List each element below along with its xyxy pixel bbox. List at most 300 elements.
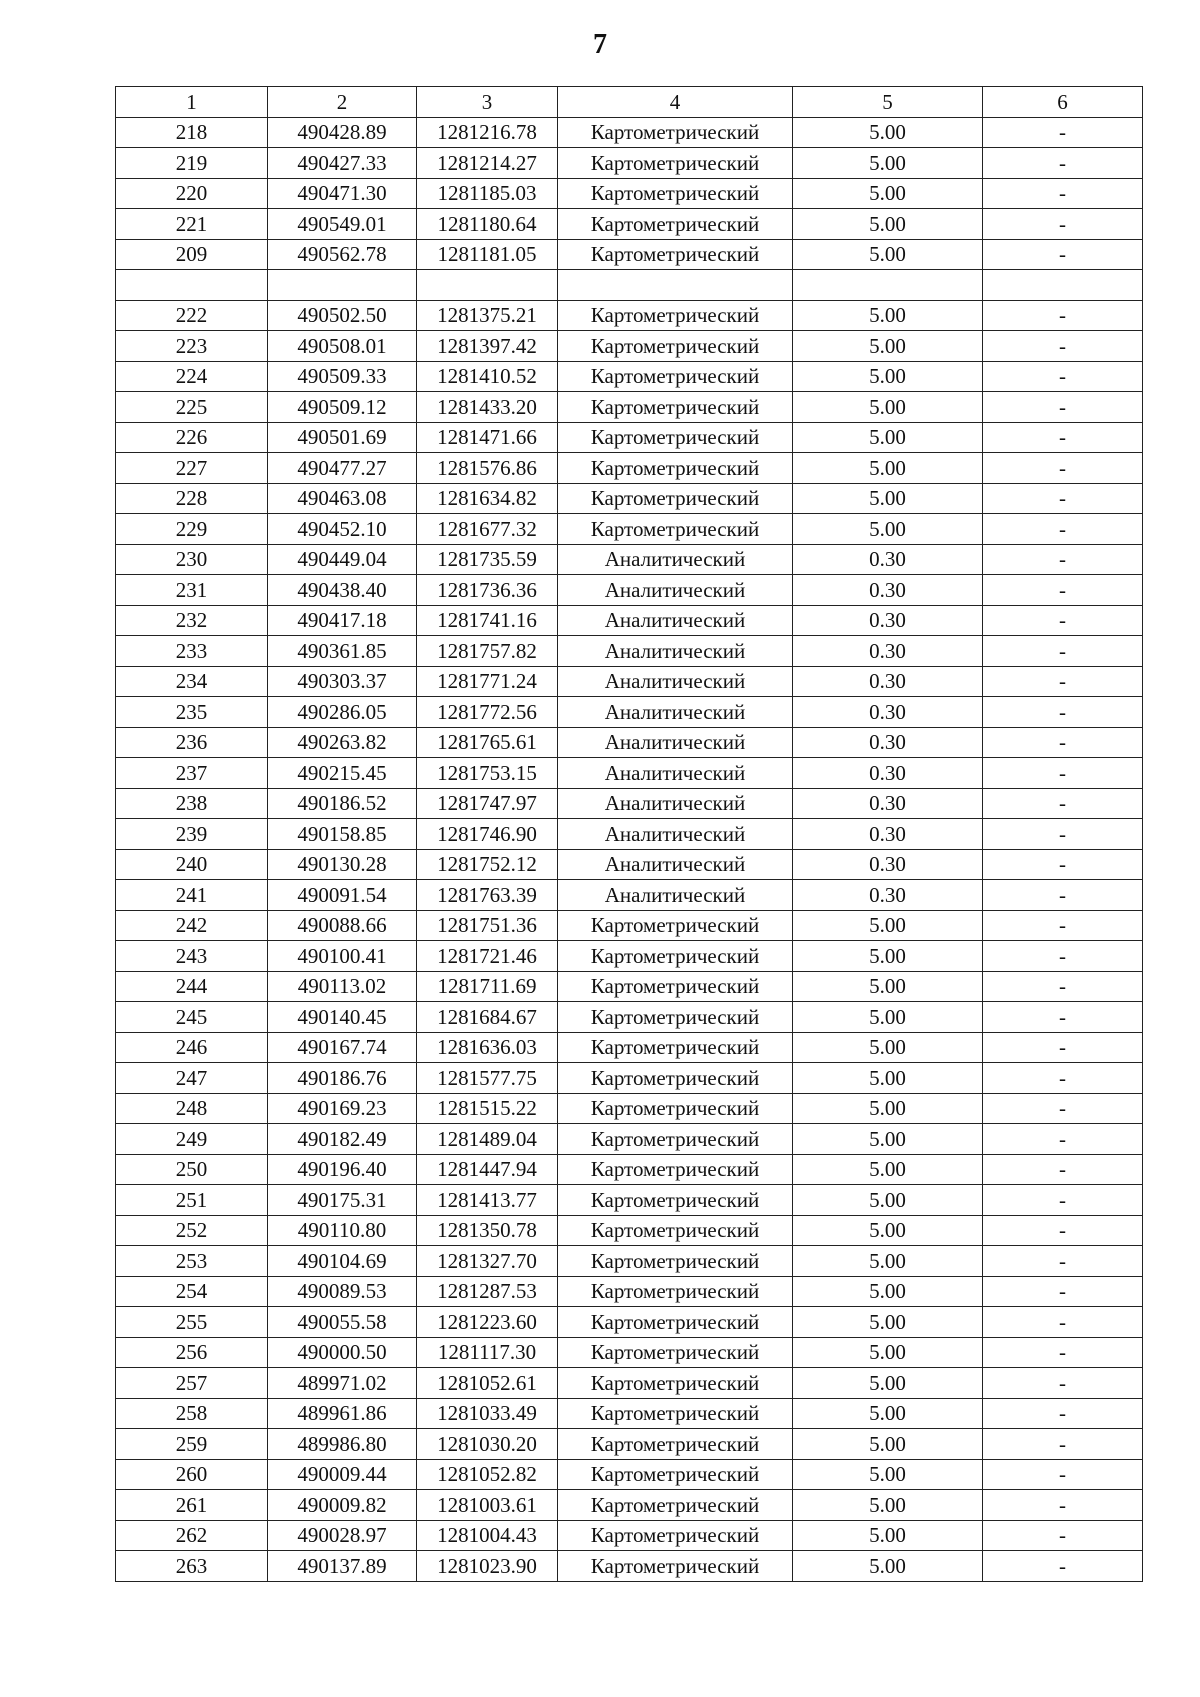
- table-row: [116, 1002, 1143, 1033]
- accuracy-cell: 0.30: [793, 575, 983, 606]
- page-number: 7: [593, 29, 607, 60]
- accuracy-cell: 5.00: [793, 1124, 983, 1155]
- table-row: [116, 1398, 1143, 1429]
- column-header-1: 1: [116, 87, 268, 118]
- y-coordinate-cell: 1281216.78: [417, 117, 558, 148]
- note-cell: -: [983, 1276, 1143, 1307]
- y-coordinate-cell: 1281287.53: [417, 1276, 558, 1307]
- x-coordinate-cell: 490186.52: [268, 788, 417, 819]
- accuracy-cell: 5.00: [793, 514, 983, 545]
- method-cell: Картометрический: [558, 1307, 793, 1338]
- table-row: [116, 1093, 1143, 1124]
- point-number-cell: 218: [116, 117, 268, 148]
- table-row: [116, 239, 1143, 270]
- x-coordinate-cell: 490158.85: [268, 819, 417, 850]
- table-body: [116, 117, 1143, 1581]
- point-number-cell: 228: [116, 483, 268, 514]
- accuracy-cell: 5.00: [793, 392, 983, 423]
- x-coordinate-cell: 490100.41: [268, 941, 417, 972]
- table-row: [116, 178, 1143, 209]
- point-number-cell: 251: [116, 1185, 268, 1216]
- method-cell: Аналитический: [558, 788, 793, 819]
- note-cell: -: [983, 1551, 1143, 1582]
- y-coordinate-cell: 1281515.22: [417, 1093, 558, 1124]
- method-cell: Картометрический: [558, 1551, 793, 1582]
- method-cell: Картометрический: [558, 1185, 793, 1216]
- method-cell: Картометрический: [558, 1063, 793, 1094]
- method-cell: Картометрический: [558, 1368, 793, 1399]
- point-number-cell: 249: [116, 1124, 268, 1155]
- point-number-cell: 245: [116, 1002, 268, 1033]
- x-coordinate-cell: 490501.69: [268, 422, 417, 453]
- point-number-cell: 257: [116, 1368, 268, 1399]
- x-coordinate-cell: [268, 270, 417, 301]
- accuracy-cell: 5.00: [793, 331, 983, 362]
- accuracy-cell: 0.30: [793, 666, 983, 697]
- note-cell: -: [983, 727, 1143, 758]
- point-number-cell: 237: [116, 758, 268, 789]
- point-number-cell: 233: [116, 636, 268, 667]
- method-cell: Картометрический: [558, 361, 793, 392]
- method-cell: Аналитический: [558, 605, 793, 636]
- y-coordinate-cell: 1281772.56: [417, 697, 558, 728]
- method-cell: Картометрический: [558, 941, 793, 972]
- method-cell: Картометрический: [558, 1398, 793, 1429]
- method-cell: Картометрический: [558, 1337, 793, 1368]
- accuracy-cell: 5.00: [793, 1093, 983, 1124]
- point-number-cell: 263: [116, 1551, 268, 1582]
- accuracy-cell: 0.30: [793, 849, 983, 880]
- y-coordinate-cell: 1281753.15: [417, 758, 558, 789]
- table-header: [116, 87, 1143, 118]
- x-coordinate-cell: 489986.80: [268, 1429, 417, 1460]
- table-row: [116, 941, 1143, 972]
- y-coordinate-cell: 1281684.67: [417, 1002, 558, 1033]
- note-cell: [983, 270, 1143, 301]
- table-row: [116, 819, 1143, 850]
- table-row: [116, 209, 1143, 240]
- method-cell: Картометрический: [558, 239, 793, 270]
- x-coordinate-cell: 490009.44: [268, 1459, 417, 1490]
- column-header-4: 4: [558, 87, 793, 118]
- accuracy-cell: 0.30: [793, 788, 983, 819]
- x-coordinate-cell: 490286.05: [268, 697, 417, 728]
- table-row: [116, 1490, 1143, 1521]
- x-coordinate-cell: 490509.33: [268, 361, 417, 392]
- method-cell: Аналитический: [558, 819, 793, 850]
- y-coordinate-cell: 1281735.59: [417, 544, 558, 575]
- y-coordinate-cell: 1281375.21: [417, 300, 558, 331]
- method-cell: Картометрический: [558, 910, 793, 941]
- accuracy-cell: 5.00: [793, 117, 983, 148]
- y-coordinate-cell: 1281721.46: [417, 941, 558, 972]
- method-cell: Картометрический: [558, 1124, 793, 1155]
- y-coordinate-cell: 1281117.30: [417, 1337, 558, 1368]
- note-cell: -: [983, 544, 1143, 575]
- table-row: [116, 1337, 1143, 1368]
- accuracy-cell: 0.30: [793, 819, 983, 850]
- table-row: [116, 605, 1143, 636]
- method-cell: Картометрический: [558, 514, 793, 545]
- point-number-cell: 222: [116, 300, 268, 331]
- table-row: [116, 1032, 1143, 1063]
- y-coordinate-cell: 1281223.60: [417, 1307, 558, 1338]
- column-header-5: 5: [793, 87, 983, 118]
- y-coordinate-cell: 1281033.49: [417, 1398, 558, 1429]
- table-row: [116, 1276, 1143, 1307]
- method-cell: Картометрический: [558, 453, 793, 484]
- note-cell: -: [983, 1215, 1143, 1246]
- x-coordinate-cell: 490009.82: [268, 1490, 417, 1521]
- accuracy-cell: 5.00: [793, 422, 983, 453]
- x-coordinate-cell: 490196.40: [268, 1154, 417, 1185]
- note-cell: -: [983, 819, 1143, 850]
- note-cell: -: [983, 1429, 1143, 1460]
- accuracy-cell: 5.00: [793, 941, 983, 972]
- table-row: [116, 1154, 1143, 1185]
- y-coordinate-cell: 1281771.24: [417, 666, 558, 697]
- point-number-cell: 224: [116, 361, 268, 392]
- table-row: [116, 1063, 1143, 1094]
- table-row: [116, 331, 1143, 362]
- accuracy-cell: 5.00: [793, 1185, 983, 1216]
- x-coordinate-cell: 490167.74: [268, 1032, 417, 1063]
- y-coordinate-cell: 1281747.97: [417, 788, 558, 819]
- point-number-cell: 219: [116, 148, 268, 179]
- point-number-cell: 236: [116, 727, 268, 758]
- x-coordinate-cell: 489961.86: [268, 1398, 417, 1429]
- method-cell: Картометрический: [558, 1154, 793, 1185]
- point-number-cell: 231: [116, 575, 268, 606]
- accuracy-cell: 5.00: [793, 1429, 983, 1460]
- y-coordinate-cell: 1281765.61: [417, 727, 558, 758]
- method-cell: Картометрический: [558, 1429, 793, 1460]
- table-row: [116, 422, 1143, 453]
- method-cell: Картометрический: [558, 392, 793, 423]
- point-number-cell: 232: [116, 605, 268, 636]
- table-row: [116, 148, 1143, 179]
- note-cell: -: [983, 331, 1143, 362]
- note-cell: -: [983, 453, 1143, 484]
- accuracy-cell: 5.00: [793, 148, 983, 179]
- y-coordinate-cell: 1281181.05: [417, 239, 558, 270]
- accuracy-cell: 0.30: [793, 880, 983, 911]
- y-coordinate-cell: 1281003.61: [417, 1490, 558, 1521]
- y-coordinate-cell: 1281741.16: [417, 605, 558, 636]
- method-cell: Картометрический: [558, 422, 793, 453]
- accuracy-cell: 5.00: [793, 1398, 983, 1429]
- y-coordinate-cell: 1281757.82: [417, 636, 558, 667]
- note-cell: -: [983, 758, 1143, 789]
- point-number-cell: 221: [116, 209, 268, 240]
- accuracy-cell: 5.00: [793, 1337, 983, 1368]
- column-header-6: 6: [983, 87, 1143, 118]
- accuracy-cell: 5.00: [793, 453, 983, 484]
- method-cell: Аналитический: [558, 697, 793, 728]
- accuracy-cell: 0.30: [793, 605, 983, 636]
- y-coordinate-cell: 1281447.94: [417, 1154, 558, 1185]
- note-cell: -: [983, 178, 1143, 209]
- accuracy-cell: 5.00: [793, 361, 983, 392]
- x-coordinate-cell: 490113.02: [268, 971, 417, 1002]
- accuracy-cell: 5.00: [793, 1063, 983, 1094]
- x-coordinate-cell: 490477.27: [268, 453, 417, 484]
- accuracy-cell: 5.00: [793, 1032, 983, 1063]
- table-row: [116, 880, 1143, 911]
- x-coordinate-cell: 490091.54: [268, 880, 417, 911]
- method-cell: Картометрический: [558, 331, 793, 362]
- y-coordinate-cell: 1281471.66: [417, 422, 558, 453]
- note-cell: -: [983, 300, 1143, 331]
- accuracy-cell: 5.00: [793, 1154, 983, 1185]
- table-row: [116, 392, 1143, 423]
- note-cell: -: [983, 1398, 1143, 1429]
- accuracy-cell: 0.30: [793, 544, 983, 575]
- method-cell: Аналитический: [558, 880, 793, 911]
- y-coordinate-cell: 1281489.04: [417, 1124, 558, 1155]
- y-coordinate-cell: 1281185.03: [417, 178, 558, 209]
- method-cell: Картометрический: [558, 117, 793, 148]
- column-header-3: 3: [417, 87, 558, 118]
- accuracy-cell: 5.00: [793, 1459, 983, 1490]
- y-coordinate-cell: 1281751.36: [417, 910, 558, 941]
- accuracy-cell: 0.30: [793, 727, 983, 758]
- accuracy-cell: 5.00: [793, 239, 983, 270]
- table-row: [116, 1185, 1143, 1216]
- table-row: [116, 483, 1143, 514]
- point-number-cell: 248: [116, 1093, 268, 1124]
- x-coordinate-cell: 490215.45: [268, 758, 417, 789]
- accuracy-cell: 5.00: [793, 209, 983, 240]
- table-row: [116, 300, 1143, 331]
- note-cell: -: [983, 971, 1143, 1002]
- y-coordinate-cell: 1281030.20: [417, 1429, 558, 1460]
- point-number-cell: [116, 270, 268, 301]
- coordinates-table: [115, 86, 1143, 1582]
- note-cell: -: [983, 941, 1143, 972]
- accuracy-cell: 5.00: [793, 910, 983, 941]
- y-coordinate-cell: 1281327.70: [417, 1246, 558, 1277]
- table-row: [116, 1368, 1143, 1399]
- x-coordinate-cell: 489971.02: [268, 1368, 417, 1399]
- point-number-cell: 230: [116, 544, 268, 575]
- method-cell: Картометрический: [558, 148, 793, 179]
- note-cell: -: [983, 1002, 1143, 1033]
- table-row: [116, 910, 1143, 941]
- note-cell: -: [983, 117, 1143, 148]
- table-row: [116, 758, 1143, 789]
- y-coordinate-cell: 1281180.64: [417, 209, 558, 240]
- accuracy-cell: 5.00: [793, 483, 983, 514]
- x-coordinate-cell: 490089.53: [268, 1276, 417, 1307]
- note-cell: -: [983, 1246, 1143, 1277]
- note-cell: -: [983, 1368, 1143, 1399]
- table-row: [116, 1215, 1143, 1246]
- header-row: [116, 87, 1143, 118]
- point-number-cell: 250: [116, 1154, 268, 1185]
- x-coordinate-cell: 490028.97: [268, 1520, 417, 1551]
- point-number-cell: 242: [116, 910, 268, 941]
- note-cell: -: [983, 1490, 1143, 1521]
- note-cell: -: [983, 514, 1143, 545]
- y-coordinate-cell: 1281410.52: [417, 361, 558, 392]
- table-row: [116, 1429, 1143, 1460]
- accuracy-cell: 5.00: [793, 1002, 983, 1033]
- point-number-cell: 252: [116, 1215, 268, 1246]
- table-row: [116, 971, 1143, 1002]
- table-row: [116, 575, 1143, 606]
- method-cell: [558, 270, 793, 301]
- x-coordinate-cell: 490186.76: [268, 1063, 417, 1094]
- note-cell: -: [983, 849, 1143, 880]
- method-cell: Картометрический: [558, 1246, 793, 1277]
- note-cell: -: [983, 239, 1143, 270]
- accuracy-cell: 5.00: [793, 1490, 983, 1521]
- x-coordinate-cell: 490452.10: [268, 514, 417, 545]
- point-number-cell: 247: [116, 1063, 268, 1094]
- note-cell: -: [983, 697, 1143, 728]
- x-coordinate-cell: 490055.58: [268, 1307, 417, 1338]
- method-cell: Аналитический: [558, 636, 793, 667]
- note-cell: -: [983, 1459, 1143, 1490]
- point-number-cell: 255: [116, 1307, 268, 1338]
- note-cell: -: [983, 636, 1143, 667]
- point-number-cell: 258: [116, 1398, 268, 1429]
- x-coordinate-cell: 490509.12: [268, 392, 417, 423]
- accuracy-cell: 5.00: [793, 1215, 983, 1246]
- y-coordinate-cell: 1281677.32: [417, 514, 558, 545]
- table-row: [116, 1246, 1143, 1277]
- method-cell: Аналитический: [558, 666, 793, 697]
- x-coordinate-cell: 490438.40: [268, 575, 417, 606]
- y-coordinate-cell: 1281752.12: [417, 849, 558, 880]
- method-cell: Картометрический: [558, 971, 793, 1002]
- method-cell: Аналитический: [558, 544, 793, 575]
- point-number-cell: 261: [116, 1490, 268, 1521]
- note-cell: -: [983, 880, 1143, 911]
- method-cell: Аналитический: [558, 758, 793, 789]
- note-cell: -: [983, 1185, 1143, 1216]
- table-row: [116, 727, 1143, 758]
- point-number-cell: 223: [116, 331, 268, 362]
- point-number-cell: 256: [116, 1337, 268, 1368]
- table-row: [116, 1520, 1143, 1551]
- y-coordinate-cell: 1281397.42: [417, 331, 558, 362]
- y-coordinate-cell: 1281711.69: [417, 971, 558, 1002]
- point-number-cell: 260: [116, 1459, 268, 1490]
- x-coordinate-cell: 490508.01: [268, 331, 417, 362]
- point-number-cell: 209: [116, 239, 268, 270]
- note-cell: -: [983, 422, 1143, 453]
- point-number-cell: 243: [116, 941, 268, 972]
- x-coordinate-cell: 490000.50: [268, 1337, 417, 1368]
- accuracy-cell: 5.00: [793, 1276, 983, 1307]
- y-coordinate-cell: 1281736.36: [417, 575, 558, 606]
- method-cell: Картометрический: [558, 1459, 793, 1490]
- y-coordinate-cell: 1281052.82: [417, 1459, 558, 1490]
- x-coordinate-cell: 490130.28: [268, 849, 417, 880]
- y-coordinate-cell: 1281023.90: [417, 1551, 558, 1582]
- point-number-cell: 241: [116, 880, 268, 911]
- note-cell: -: [983, 788, 1143, 819]
- accuracy-cell: 5.00: [793, 1307, 983, 1338]
- table-row: [116, 1459, 1143, 1490]
- x-coordinate-cell: 490182.49: [268, 1124, 417, 1155]
- note-cell: -: [983, 1124, 1143, 1155]
- note-cell: -: [983, 605, 1143, 636]
- point-number-cell: 220: [116, 178, 268, 209]
- note-cell: -: [983, 1520, 1143, 1551]
- method-cell: Картометрический: [558, 178, 793, 209]
- y-coordinate-cell: 1281636.03: [417, 1032, 558, 1063]
- accuracy-cell: 5.00: [793, 178, 983, 209]
- x-coordinate-cell: 490549.01: [268, 209, 417, 240]
- point-number-cell: 259: [116, 1429, 268, 1460]
- point-number-cell: 227: [116, 453, 268, 484]
- table-row: [116, 1551, 1143, 1582]
- point-number-cell: 244: [116, 971, 268, 1002]
- x-coordinate-cell: 490471.30: [268, 178, 417, 209]
- point-number-cell: 239: [116, 819, 268, 850]
- note-cell: -: [983, 666, 1143, 697]
- method-cell: Картометрический: [558, 1276, 793, 1307]
- point-number-cell: 238: [116, 788, 268, 819]
- table-row: [116, 544, 1143, 575]
- method-cell: Картометрический: [558, 1093, 793, 1124]
- accuracy-cell: 5.00: [793, 300, 983, 331]
- accuracy-cell: 0.30: [793, 697, 983, 728]
- accuracy-cell: 5.00: [793, 1246, 983, 1277]
- y-coordinate-cell: 1281004.43: [417, 1520, 558, 1551]
- method-cell: Картометрический: [558, 1215, 793, 1246]
- method-cell: Картометрический: [558, 1002, 793, 1033]
- y-coordinate-cell: 1281433.20: [417, 392, 558, 423]
- method-cell: Картометрический: [558, 1520, 793, 1551]
- x-coordinate-cell: 490088.66: [268, 910, 417, 941]
- method-cell: Аналитический: [558, 727, 793, 758]
- note-cell: -: [983, 1093, 1143, 1124]
- y-coordinate-cell: 1281763.39: [417, 880, 558, 911]
- table-row: [116, 117, 1143, 148]
- point-number-cell: 246: [116, 1032, 268, 1063]
- table-row: [116, 1124, 1143, 1155]
- accuracy-cell: 5.00: [793, 971, 983, 1002]
- point-number-cell: 235: [116, 697, 268, 728]
- x-coordinate-cell: 490449.04: [268, 544, 417, 575]
- method-cell: Картометрический: [558, 1032, 793, 1063]
- column-header-2: 2: [268, 87, 417, 118]
- y-coordinate-cell: 1281577.75: [417, 1063, 558, 1094]
- y-coordinate-cell: 1281746.90: [417, 819, 558, 850]
- x-coordinate-cell: 490427.33: [268, 148, 417, 179]
- x-coordinate-cell: 490562.78: [268, 239, 417, 270]
- note-cell: -: [983, 1337, 1143, 1368]
- accuracy-cell: [793, 270, 983, 301]
- x-coordinate-cell: 490263.82: [268, 727, 417, 758]
- table-row: [116, 849, 1143, 880]
- table-row: [116, 1307, 1143, 1338]
- x-coordinate-cell: 490361.85: [268, 636, 417, 667]
- table-row: [116, 270, 1143, 301]
- point-number-cell: 253: [116, 1246, 268, 1277]
- note-cell: -: [983, 1063, 1143, 1094]
- method-cell: Картометрический: [558, 300, 793, 331]
- method-cell: Аналитический: [558, 849, 793, 880]
- y-coordinate-cell: 1281576.86: [417, 453, 558, 484]
- note-cell: -: [983, 1032, 1143, 1063]
- point-number-cell: 226: [116, 422, 268, 453]
- x-coordinate-cell: 490502.50: [268, 300, 417, 331]
